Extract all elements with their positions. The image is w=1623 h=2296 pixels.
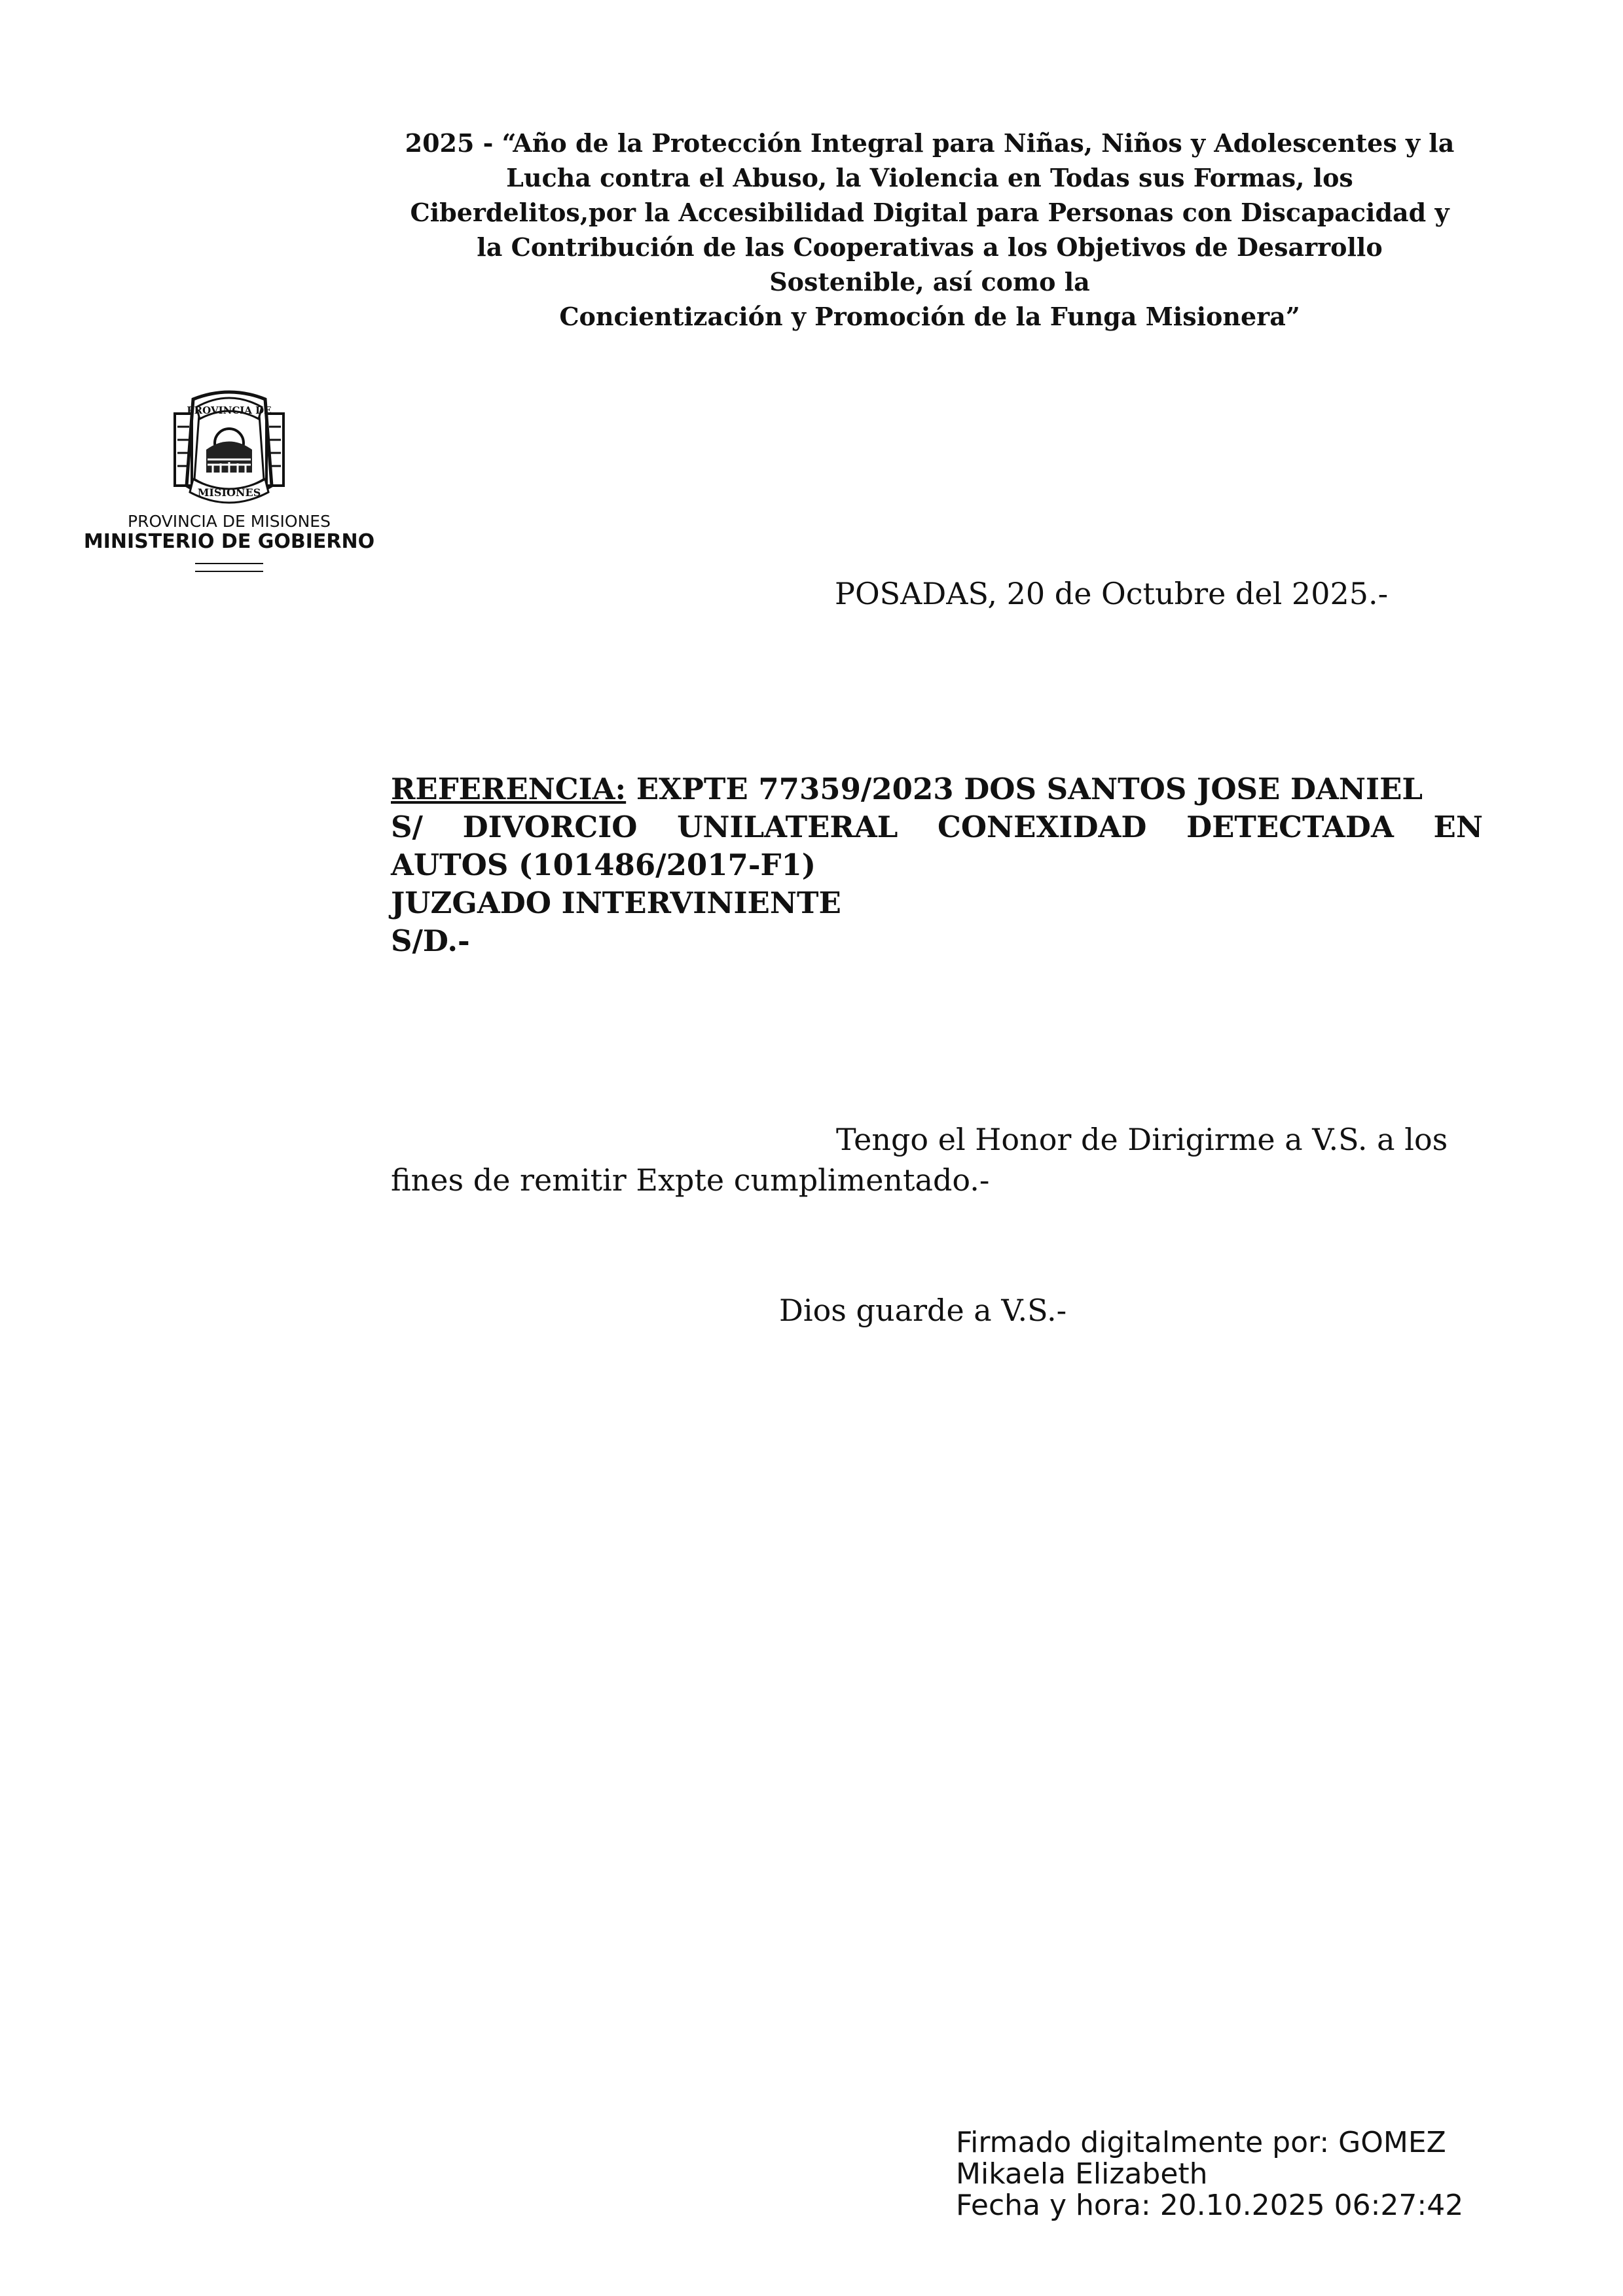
reference-line-3: AUTOS (101486/2017-F1)	[391, 848, 816, 882]
signature-line-3: Fecha y hora: 20.10.2025 06:27:42	[956, 2189, 1464, 2222]
ministry-logo	[72, 387, 386, 584]
header-motto	[380, 126, 1480, 334]
reference-word: UNILATERAL	[677, 810, 898, 844]
reference-line-5: S/D.-	[391, 924, 470, 958]
reference-block	[391, 770, 1483, 960]
reference-label: REFERENCIA:	[391, 772, 627, 806]
reference-line-2	[391, 808, 1483, 846]
motto-line: Sostenible, así como la	[769, 267, 1090, 296]
place-date: POSADAS, 20 de Octubre del 2025.-	[835, 576, 1389, 611]
signature-line-1: Firmado digitalmente por: GOMEZ	[956, 2126, 1446, 2159]
logo-underline	[195, 563, 263, 572]
reference-word: S/	[391, 810, 423, 844]
signature-line-2: Mikaela Elizabeth	[956, 2157, 1208, 2191]
reference-word: CONEXIDAD	[938, 810, 1147, 844]
body-paragraph	[391, 1119, 1483, 1200]
seal-bottom-text: MISIONES	[197, 486, 261, 499]
digital-signature	[956, 2127, 1463, 2221]
body-line-1: Tengo el Honor de Dirigirme a V.S. a los	[836, 1122, 1448, 1157]
reference-line-1	[391, 770, 1483, 808]
logo-ministry-text: MINISTERIO DE GOBIERNO	[83, 530, 375, 553]
motto-line: Ciberdelitos,por la Accesibilidad Digital para Personas con Discapacidad y	[410, 198, 1450, 227]
seal-top-text: PROVINCIA DE	[187, 404, 272, 416]
logo-province-text: PROVINCIA DE MISIONES	[128, 512, 331, 531]
reference-line-4: JUZGADO INTERVINIENTE	[391, 886, 841, 920]
reference-word: DIVORCIO	[462, 810, 638, 844]
reference-word: EN	[1433, 810, 1483, 844]
motto-line: la Contribución de las Cooperativas a los Objetivos de Desarrollo	[477, 232, 1383, 262]
reference-expediente: EXPTE 77359/2023 DOS SANTOS JOSE DANIEL	[626, 772, 1423, 806]
province-seal-icon	[167, 387, 291, 509]
body-line-2: fines de remitir Expte cumplimentado.-	[391, 1162, 990, 1198]
motto-line: Concientización y Promoción de la Funga Misionera”	[559, 302, 1300, 331]
closing-formula: Dios guarde a V.S.-	[779, 1293, 1067, 1328]
reference-word: DETECTADA	[1186, 810, 1394, 844]
motto-line: 2025 - “Año de la Protección Integral para Niñas, Niños y Adolescentes y la	[405, 128, 1455, 158]
motto-line: Lucha contra el Abuso, la Violencia en Todas sus Formas, los	[506, 163, 1353, 192]
